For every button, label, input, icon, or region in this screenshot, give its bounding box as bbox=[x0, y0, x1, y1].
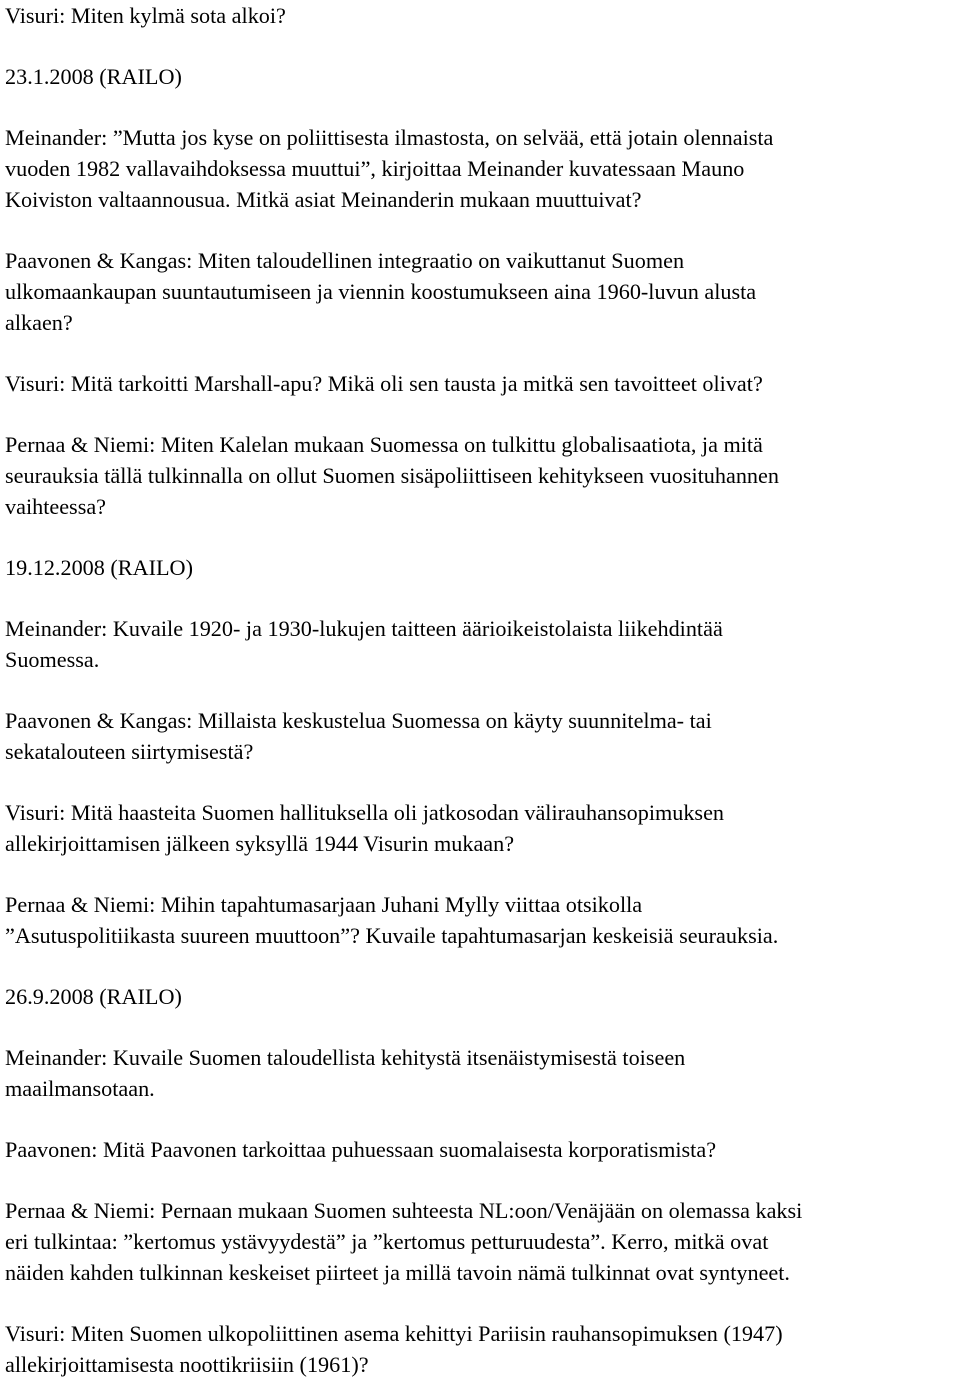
text-line: maailmansotaan. bbox=[5, 1076, 155, 1101]
text-line: 19.12.2008 (RAILO) bbox=[5, 555, 193, 580]
text-line: Visuri: Mitä tarkoitti Marshall-apu? Mikä oli sen tausta ja mitkä sen tavoitteet olivat? bbox=[5, 371, 763, 396]
paragraph-spacer bbox=[5, 1012, 955, 1042]
paragraph bbox=[5, 613, 955, 675]
paragraph-spacer bbox=[5, 1288, 955, 1318]
paragraph bbox=[5, 429, 955, 522]
paragraph bbox=[5, 705, 955, 767]
text-line: vuoden 1982 vallavaihdoksessa muuttui”, kirjoittaa Meinander kuvatessaan Mauno bbox=[5, 156, 745, 181]
paragraph-spacer bbox=[5, 859, 955, 889]
paragraph bbox=[5, 797, 955, 859]
text-line: seurauksia tällä tulkinnalla on ollut Suomen sisäpoliittiseen kehitykseen vuosituhannen bbox=[5, 463, 779, 488]
paragraph bbox=[5, 1195, 955, 1288]
text-line: Suomessa. bbox=[5, 647, 100, 672]
text-line: sekatalouteen siirtymisestä? bbox=[5, 739, 254, 764]
text-line: Paavonen & Kangas: Millaista keskustelua Suomessa on käyty suunnitelma- tai bbox=[5, 708, 712, 733]
paragraph bbox=[5, 889, 955, 951]
paragraph-spacer bbox=[5, 1104, 955, 1134]
text-line: ”Asutuspolitiikasta suureen muuttoon”? Kuvaile tapahtumasarjan keskeisiä seurauksia. bbox=[5, 923, 779, 948]
text-line: alkaen? bbox=[5, 310, 73, 335]
text-line: Meinander: Kuvaile Suomen taloudellista kehitystä itsenäistymisestä toiseen bbox=[5, 1045, 686, 1070]
text-line: Visuri: Miten kylmä sota alkoi? bbox=[5, 3, 286, 28]
text-line: näiden kahden tulkinnan keskeiset piirteet ja millä tavoin nämä tulkinnat ovat syntyneet. bbox=[5, 1260, 790, 1285]
paragraph bbox=[5, 245, 955, 338]
text-line: 23.1.2008 (RAILO) bbox=[5, 64, 182, 89]
paragraph bbox=[5, 61, 955, 92]
document-page bbox=[5, 0, 955, 1380]
text-line: Pernaa & Niemi: Pernaan mukaan Suomen suhteesta NL:oon/Venäjään on olemassa kaksi bbox=[5, 1198, 803, 1223]
text-line: Pernaa & Niemi: Mihin tapahtumasarjaan Juhani Mylly viittaa otsikolla bbox=[5, 892, 643, 917]
paragraph bbox=[5, 122, 955, 215]
text-line: Paavonen: Mitä Paavonen tarkoittaa puhuessaan suomalaisesta korporatismista? bbox=[5, 1137, 717, 1162]
text-line: Koiviston valtaannousua. Mitkä asiat Meinanderin mukaan muuttuivat? bbox=[5, 187, 642, 212]
paragraph bbox=[5, 368, 955, 399]
paragraph-spacer bbox=[5, 767, 955, 797]
text-line: vaihteessa? bbox=[5, 494, 107, 519]
paragraph-spacer bbox=[5, 31, 955, 61]
paragraph-spacer bbox=[5, 522, 955, 552]
paragraph-spacer bbox=[5, 399, 955, 429]
text-line: 26.9.2008 (RAILO) bbox=[5, 984, 182, 1009]
text-line: allekirjoittamisesta noottikriisiin (1961)? bbox=[5, 1352, 369, 1377]
paragraph-spacer bbox=[5, 338, 955, 368]
paragraph-spacer bbox=[5, 951, 955, 981]
paragraph bbox=[5, 1134, 955, 1165]
paragraph-spacer bbox=[5, 215, 955, 245]
text-line: Meinander: ”Mutta jos kyse on poliittisesta ilmastosta, on selvää, että jotain olennaista bbox=[5, 125, 774, 150]
text-line: ulkomaankaupan suuntautumiseen ja viennin koostumukseen aina 1960-luvun alusta bbox=[5, 279, 757, 304]
text-line: Visuri: Mitä haasteita Suomen hallituksella oli jatkosodan välirauhansopimuksen bbox=[5, 800, 725, 825]
text-line: Pernaa & Niemi: Miten Kalelan mukaan Suomessa on tulkittu globalisaatiota, ja mitä bbox=[5, 432, 763, 457]
text-line: Visuri: Miten Suomen ulkopoliittinen asema kehittyi Pariisin rauhansopimuksen (1947) bbox=[5, 1321, 783, 1346]
paragraph bbox=[5, 1318, 955, 1380]
paragraph bbox=[5, 1042, 955, 1104]
paragraph bbox=[5, 552, 955, 583]
paragraph-spacer bbox=[5, 583, 955, 613]
paragraph-spacer bbox=[5, 92, 955, 122]
paragraph-spacer bbox=[5, 1165, 955, 1195]
paragraph bbox=[5, 0, 955, 31]
paragraph-spacer bbox=[5, 675, 955, 705]
text-line: Paavonen & Kangas: Miten taloudellinen integraatio on vaikuttanut Suomen bbox=[5, 248, 685, 273]
text-line: Meinander: Kuvaile 1920- ja 1930-lukujen taitteen äärioikeistolaista liikehdintää bbox=[5, 616, 723, 641]
text-line: eri tulkintaa: ”kertomus ystävyydestä” ja ”kertomus petturuudesta”. Kerro, mitkä ovat bbox=[5, 1229, 769, 1254]
paragraph bbox=[5, 981, 955, 1012]
text-line: allekirjoittamisen jälkeen syksyllä 1944 Visurin mukaan? bbox=[5, 831, 515, 856]
